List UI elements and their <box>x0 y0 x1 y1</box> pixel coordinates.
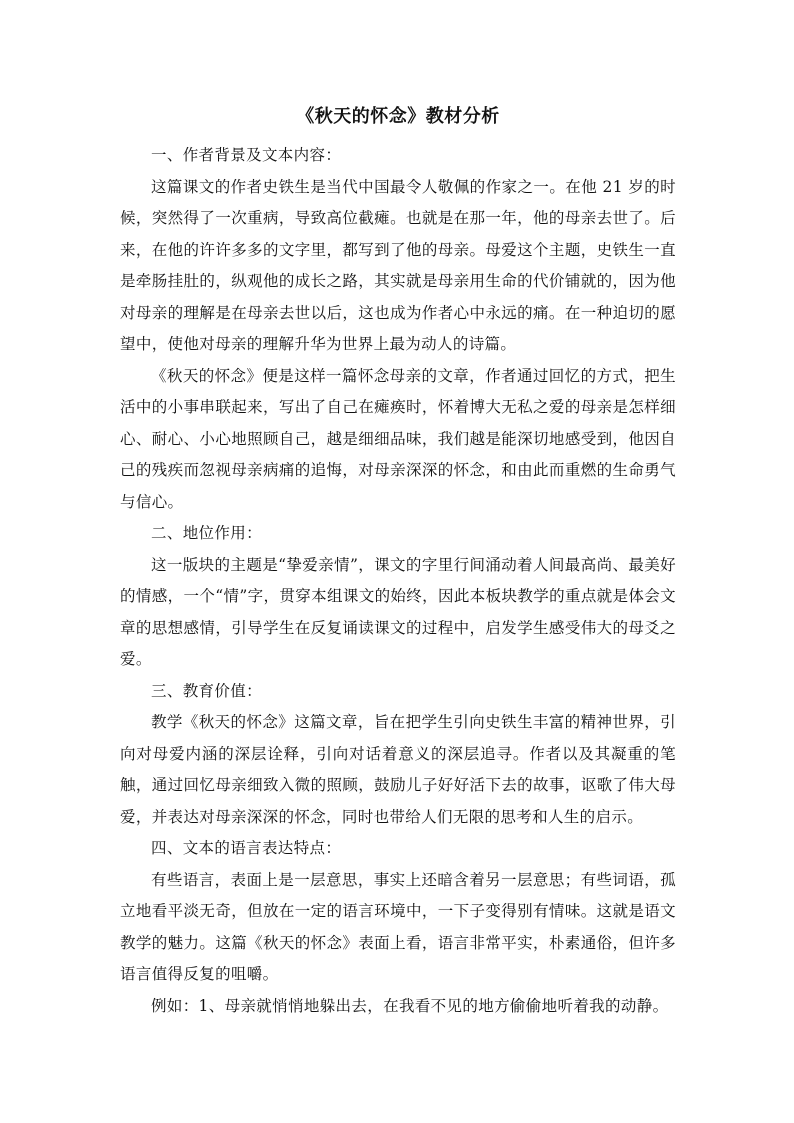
example-paragraph: 例如：1、母亲就悄悄地躲出去，在我看不见的地方偷偷地听着我的动静。 <box>151 996 669 1015</box>
section-heading-status-role: 二、地位作用： <box>151 524 262 542</box>
section-heading-language-features: 四、文本的语言表达特点： <box>151 839 342 857</box>
author-background-paragraph: 这篇课文的作者史铁生是当代中国最令人敬佩的作家之一。在他 21 岁的时候，突然得了一次重病，导致高位截瘫。也就是在那一年，他的母亲去世了。后来，在他的许许多多的文字里，都写到了他的母亲。母爱这个主题，史铁生一直是牵肠挂肚的，纵观他的成长之路，其实就是母亲用生命的代价铺就的，因为他对母亲的理解是在母亲去世以后，这也成为作者心中永远的痛。在一种迫切的愿望中，使他对母亲的理解升华为世界上最为动人的诗篇。 <box>120 177 676 353</box>
language-features-paragraph: 有些语言，表面上是一层意思，事实上还暗含着另一层意思；有些词语，孤立地看平淡无奇，但放在一定的语言环境中，一下子变得别有情味。这就是语文教学的魅力。这篇《秋天的怀念》表面上看，语言非常平实，朴素通俗，但许多语言值得反复的咀嚼。 <box>120 870 676 983</box>
text-content-paragraph: 《秋天的怀念》便是这样一篇怀念母亲的文章，作者通过回忆的方式，把生活中的小事串联起来，写出了自己在瘫痪时，怀着博大无私之爱的母亲是怎样细心、耐心、小心地照顾自己，越是细细品味，我们越是能深切地感受到，他因自己的残疾而忽视母亲病痛的追悔，对母亲深深的怀念，和由此而重燃的生命勇气与信心。 <box>120 366 676 511</box>
section-heading-author-background: 一、作者背景及文本内容： <box>151 146 342 164</box>
document-title: 《秋天的怀念》教材分析 <box>296 106 500 127</box>
status-role-paragraph: 这一版块的主题是“挚爱亲情”，课文的字里行间涌动着人间最高尚、最美好的情感，一个“情”字，贯穿本组课文的始终，因此本板块教学的重点就是体会文章的思想感情，引导学生在反复诵读课文的过程中，启发学生感受伟大的母爻之爱。 <box>120 555 676 668</box>
education-value-paragraph: 教学《秋天的怀念》这篇文章，旨在把学生引向史铁生丰富的精神世界，引向对母爱内涵的深层诠释，引向对话着意义的深层追寻。作者以及其凝重的笔触，通过回忆母亲细致入微的照顾，鼓励儿子好好活下去的故事，讴歌了伟大母爱，并表达对母亲深深的怀念，同时也带给人们无限的思考和人生的启示。 <box>120 713 676 826</box>
section-heading-education-value: 三、教育价值： <box>151 681 262 700</box>
document-content <box>120 100 676 1022</box>
